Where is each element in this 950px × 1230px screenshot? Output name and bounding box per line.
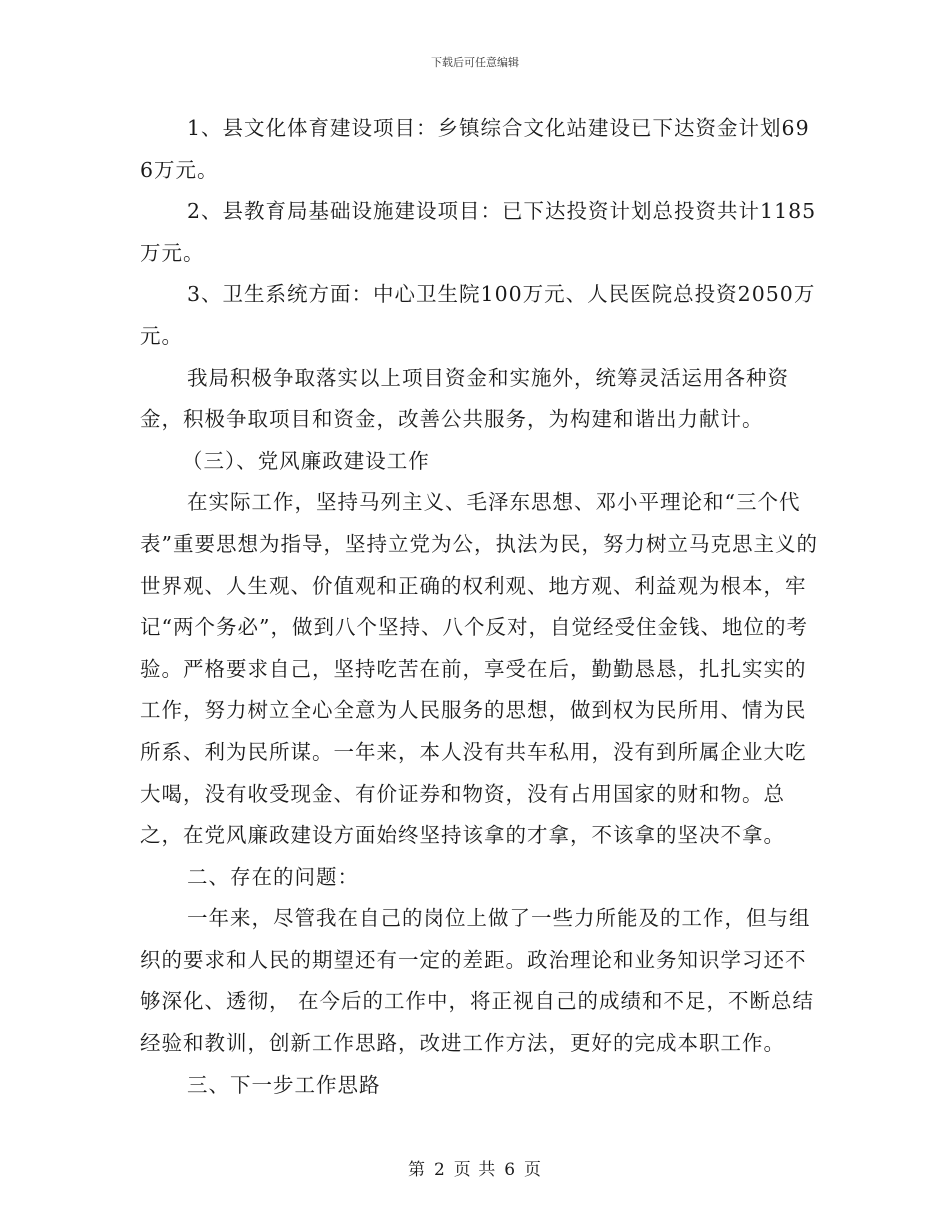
section-heading-problems: 二、存在的问题： [187, 864, 359, 889]
paragraph-party-conduct: 在实际工作，坚持马列主义、毛泽东思想、邓小平理论和“三个代表”重要思想为指导，坚持立党为公，执法为民，努力树立马克思主义的世界观、人生观、价值观和正确的权利观、地方观、利益观为根本，牢记“两个务必”，做到八个坚持、八个反对，自觉经受住金钱、地位的考验。严格要求自己，坚持吃苦在前，享受在后，勤勤恳恳，扎扎实实的工作，努力树立全心全意为人民服务的思想，做到权为民所用、情为民所系、利为民所谋。一年来，本人没有共车私用，没有到所属企业大吃大喝，没有收受现金、有价证券和物资，没有占用国家的财和物。总之，在党风廉政建设方面始终坚持该拿的才拿，不该拿的坚决不拿。 [140, 490, 818, 848]
paragraph-education-project: 2、县教育局基础设施建设项目：已下达投资计划总投资共计1185万元。 [140, 199, 817, 265]
paragraph-funding-summary: 我局积极争取落实以上项目资金和实施外，统筹灵活运用各种资金，积极争取项目和资金，改善公共服务，为构建和谐出力献计。 [140, 365, 789, 432]
paragraph-culture-project: 1、县文化体育建设项目：乡镇综合文化站建设已下达资金计划696万元。 [140, 116, 810, 182]
page-footer [0, 1155, 950, 1180]
paragraph-health-project: 3、卫生系统方面：中心卫生院100万元、人民医院总投资2050万元。 [140, 282, 816, 348]
footer-middle: 页 共 [453, 1160, 497, 1180]
footer-prefix: 第 [407, 1160, 426, 1180]
footer-suffix: 页 [524, 1160, 543, 1180]
footer-page-number: 2 [433, 1160, 446, 1180]
document-body [140, 108, 820, 1106]
footer-total-pages: 6 [504, 1160, 517, 1180]
section-heading-next-steps: 三、下一步工作思路 [187, 1072, 381, 1097]
paragraph-problems: 一年来，尽管我在自己的岗位上做了一些力所能及的工作，但与组织的要求和人民的期望还有一定的差距。政治理论和业务知识学习还不够深化、透彻， 在今后的工作中，将正视自己的成绩和不足，不断总结经验和教训，创新工作思路，改进工作方法，更好的完成本职工作。 [140, 906, 815, 1056]
page-header: 下载后可任意编辑 [431, 56, 519, 69]
section-heading-party-conduct: （三）、党风廉政建设工作 [182, 448, 430, 473]
